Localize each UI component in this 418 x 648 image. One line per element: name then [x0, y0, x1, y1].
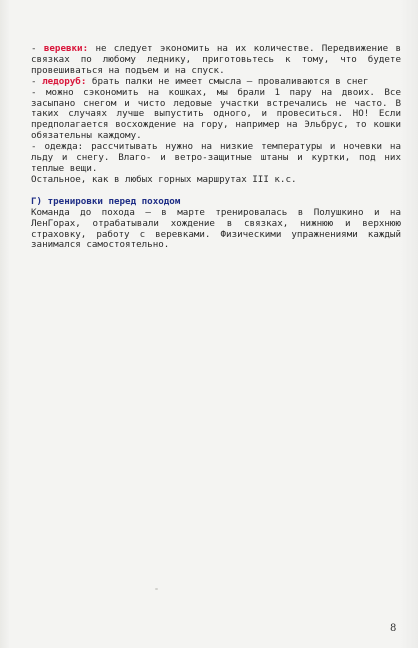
ice-axe-text: брать палки не имеет смысла – проваливаются в снег: [91, 75, 369, 87]
ice-axe-paragraph: [31, 77, 401, 88]
section-heading: Г) тренировки перед походом: [31, 195, 181, 207]
ropes-text: не следует экономить на их количестве. Передвижение в связках по любому леднику, приготовьтесь к тому, что будете провешиваться на подъем и на спуск.: [31, 43, 401, 76]
rest-paragraph: Остальное, как в любых горных маршрутах III к.с.: [31, 173, 297, 185]
crampons-paragraph: - можно сэкономить на кошках, мы брали 1 пару на двоих. Все засыпано снегом и чисто ледовые участки встречались не часто. В таких случаях лучше выпустить одного, и провеситься. НО! Если предполагается восхождение на гору, например на Эльбрус, то кошки обязательны каждому.: [31, 86, 401, 142]
page-content: [31, 44, 401, 251]
page-number: 8: [390, 623, 397, 634]
ice-axe-marker: -: [31, 75, 37, 87]
ropes-paragraph: [31, 44, 401, 77]
ropes-marker: -: [31, 43, 37, 54]
ropes-term: веревки:: [43, 43, 89, 54]
ice-axe-term: ледоруб:: [42, 75, 87, 87]
clothes-paragraph: - одежда: рассчитывать нужно на низкие температуры и ночевки на льду и снегу. Влаго- и ветро-защитные штаны и куртки, под них теплые вещи.: [31, 141, 401, 174]
section-body: Команда до похода – в марте тренировалась в Полушкино и на ЛенГорах, отрабатывали хождение в связках, нижнюю и верхнюю страховку, работу с веревками. Физическими упражнениями каждый занимался самостоятельно.: [31, 206, 401, 251]
paper-speck: [155, 588, 158, 590]
